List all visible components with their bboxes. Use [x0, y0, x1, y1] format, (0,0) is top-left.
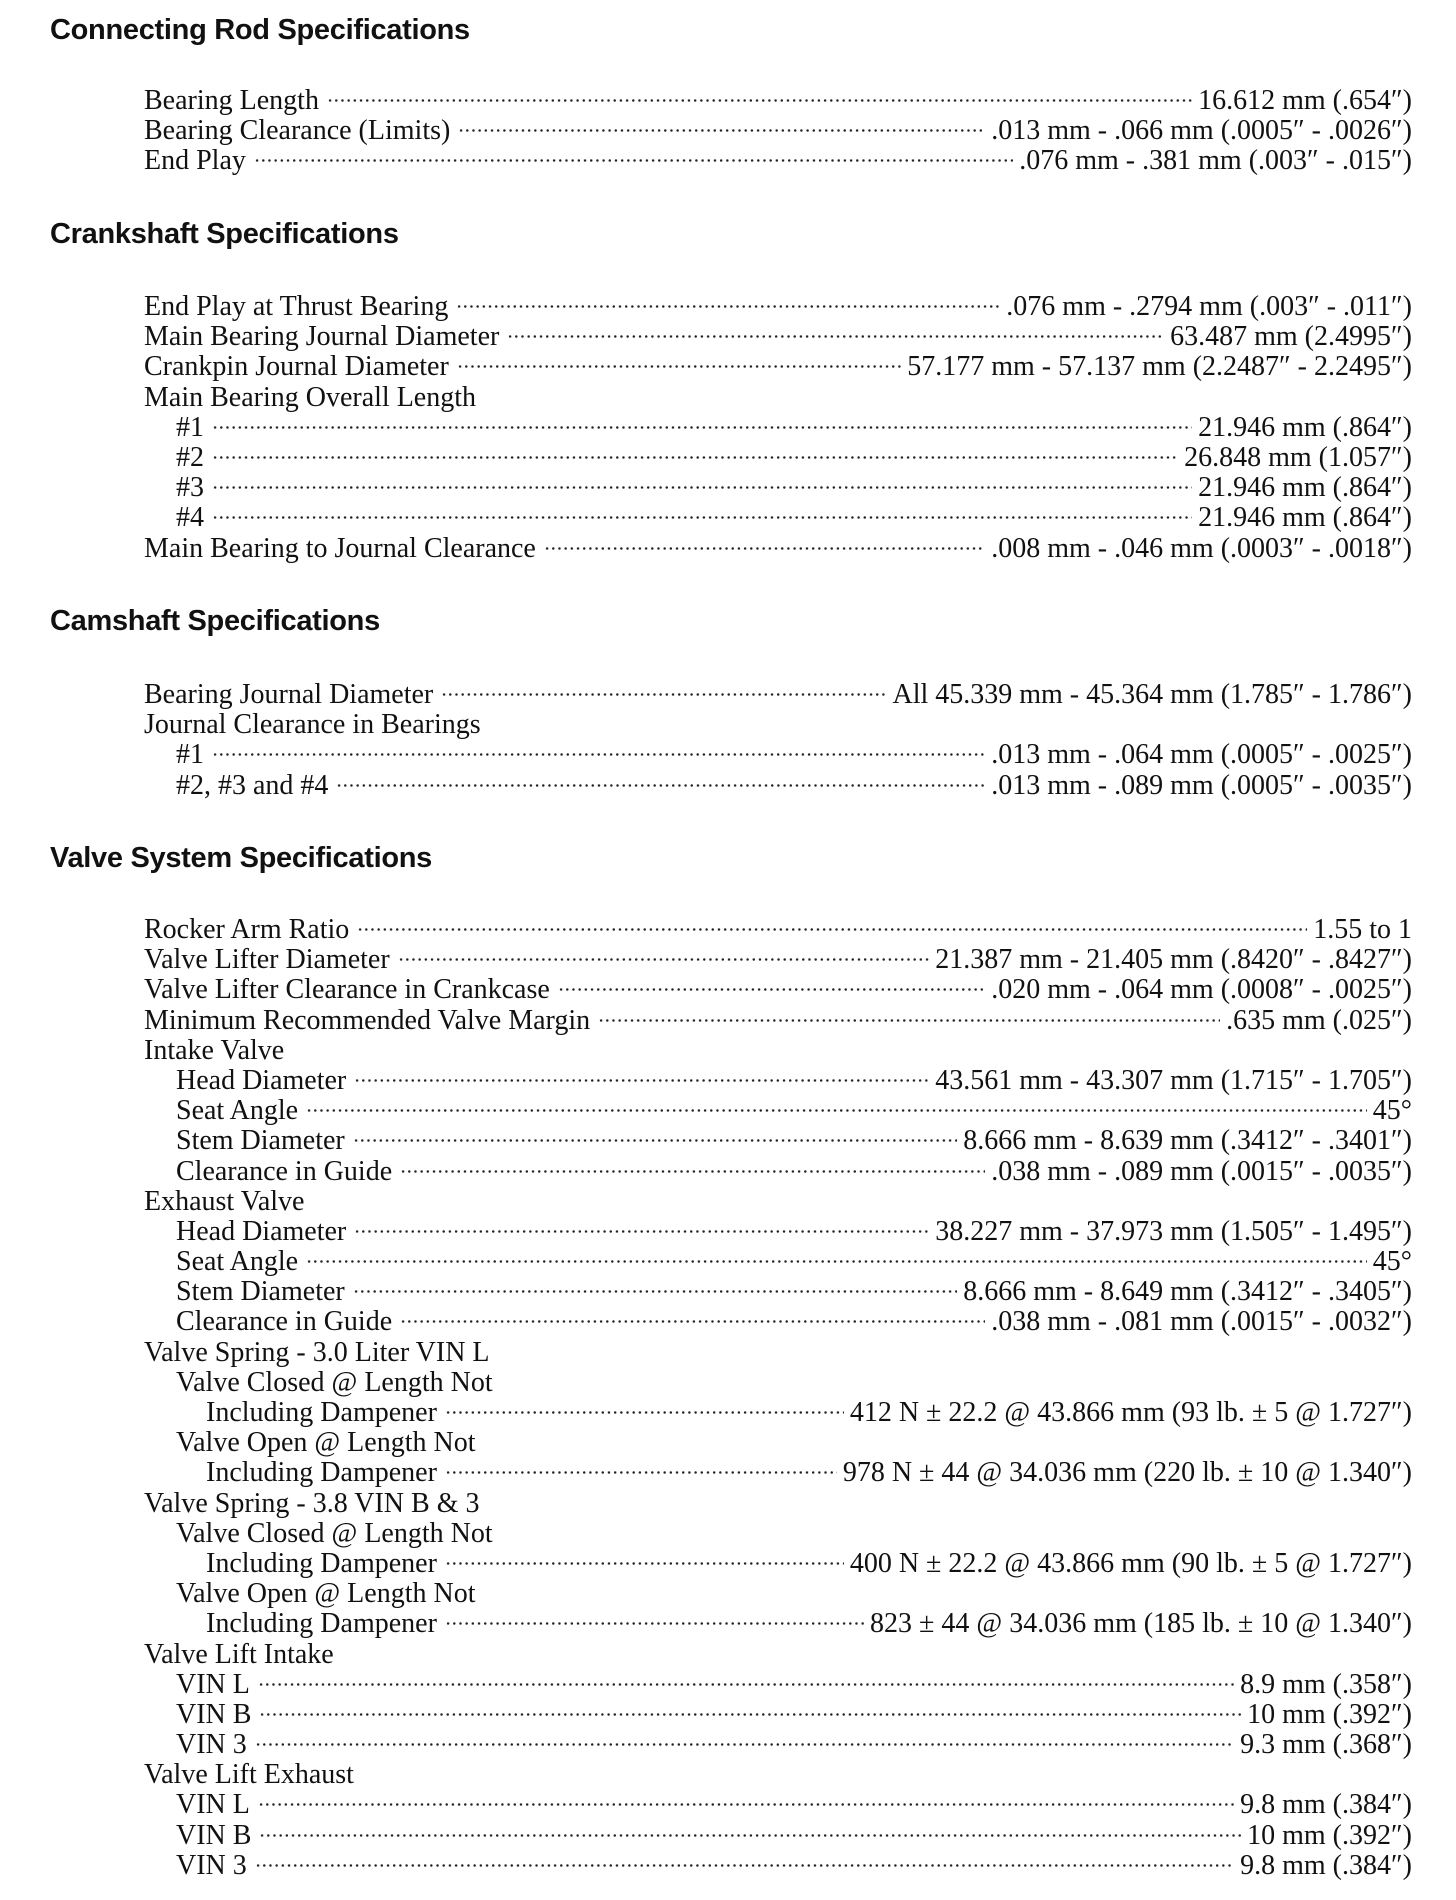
spec-value: 21.946 mm (.864″) [1198, 411, 1412, 443]
spec-list [144, 86, 1412, 177]
spec-value: 9.3 mm (.368″) [1240, 1729, 1412, 1761]
spec-row [144, 680, 1412, 710]
spec-label: Exhaust Valve [144, 1185, 305, 1217]
spec-value: .076 mm - .381 mm (.003″ - .015″) [1019, 145, 1412, 177]
spec-row [144, 86, 1412, 116]
spec-row [144, 146, 1412, 176]
dot-leader [445, 1411, 844, 1414]
spec-value: .635 mm (.025″) [1226, 1004, 1412, 1036]
dot-leader [255, 1864, 1234, 1867]
spec-label: Valve Spring - 3.8 VIN B & 3 [144, 1487, 480, 1519]
spec-value: 412 N ± 22.2 @ 43.866 mm (93 lb. ± 5 @ 1.727″) [849, 1397, 1412, 1428]
spec-row [144, 740, 1412, 770]
spec-label: Clearance in Guide [176, 1306, 393, 1338]
spec-value: 45° [1372, 1246, 1412, 1278]
spec-subheading-row [144, 1368, 1412, 1398]
spec-row [144, 1217, 1412, 1247]
spec-label: VIN L [176, 1789, 250, 1821]
spec-label: VIN B [176, 1819, 252, 1851]
spec-row [144, 771, 1412, 801]
spec-label: End Play at Thrust Bearing [144, 291, 449, 322]
spec-label: Valve Lift Intake [144, 1638, 334, 1670]
spec-subheading-row [144, 1519, 1412, 1549]
spec-label: Rocker Arm Ratio [144, 914, 350, 945]
spec-subheading-row [144, 1760, 1412, 1790]
dot-leader [445, 1622, 864, 1625]
spec-row [144, 1398, 1412, 1428]
dot-leader [327, 99, 1192, 102]
spec-row [144, 1126, 1412, 1156]
spec-label: Including Dampener [206, 1457, 437, 1489]
dot-leader [306, 1109, 1367, 1112]
spec-label: Including Dampener [206, 1547, 437, 1579]
spec-label: Clearance in Guide [176, 1155, 393, 1187]
dot-leader [259, 1834, 1241, 1837]
dot-leader [212, 753, 985, 756]
dot-leader [254, 159, 1013, 162]
spec-label: Including Dampener [206, 1397, 437, 1428]
dot-leader [212, 486, 1192, 489]
spec-row [144, 1066, 1412, 1096]
spec-subheading-row [144, 1338, 1412, 1368]
spec-subheading-row [144, 383, 1412, 413]
section-heading: Crankshaft Specifications [50, 218, 399, 250]
spec-label: Main Bearing Journal Diameter [144, 321, 500, 353]
spec-value: 8.666 mm - 8.649 mm (.3412″ - .3405″) [963, 1276, 1412, 1308]
dot-leader [400, 1320, 985, 1323]
spec-value: 978 N ± 44 @ 34.036 mm (220 lb. ± 10 @ 1.340″) [842, 1457, 1412, 1489]
spec-value: All 45.339 mm - 45.364 mm (1.785″ - 1.786″) [892, 679, 1412, 710]
dot-leader [357, 928, 1307, 931]
spec-label: Valve Lifter Diameter [144, 944, 390, 976]
section-heading: Camshaft Specifications [50, 605, 380, 637]
spec-label: Head Diameter [176, 1064, 347, 1096]
spec-subheading-row [144, 1428, 1412, 1458]
spec-label: Seat Angle [176, 1095, 299, 1127]
spec-label: VIN L [176, 1668, 250, 1700]
spec-row [144, 975, 1412, 1005]
spec-row [144, 1307, 1412, 1337]
dot-leader [457, 365, 901, 368]
spec-subheading-row [144, 1579, 1412, 1609]
spec-value: 21.946 mm (.864″) [1198, 502, 1412, 534]
dot-leader [353, 1139, 958, 1142]
dot-leader [336, 784, 985, 787]
spec-row [144, 503, 1412, 533]
dot-leader [458, 129, 985, 132]
spec-row [144, 322, 1412, 352]
dot-leader [445, 1471, 837, 1474]
spec-label: Crankpin Journal Diameter [144, 351, 449, 383]
spec-row [144, 1277, 1412, 1307]
spec-label: #1 [176, 411, 204, 443]
spec-label: Minimum Recommended Valve Margin [144, 1004, 591, 1036]
spec-row [144, 915, 1412, 945]
spec-row [144, 945, 1412, 975]
spec-value: .013 mm - .064 mm (.0005″ - .0025″) [991, 739, 1412, 771]
spec-row [144, 1006, 1412, 1036]
spec-row [144, 116, 1412, 146]
spec-row [144, 1851, 1412, 1881]
spec-value: 8.9 mm (.358″) [1240, 1668, 1412, 1700]
spec-label: Valve Spring - 3.0 Liter VIN L [144, 1336, 490, 1368]
dot-leader [255, 1743, 1234, 1746]
spec-value: .076 mm - .2794 mm (.003″ - .011″) [1006, 291, 1412, 322]
spec-list [144, 680, 1412, 801]
spec-label: Bearing Clearance (Limits) [144, 115, 451, 147]
spec-row [144, 534, 1412, 564]
dot-leader [558, 988, 985, 991]
spec-label: Valve Lift Exhaust [144, 1759, 354, 1791]
spec-row [144, 352, 1412, 382]
spec-label: VIN B [176, 1698, 252, 1730]
spec-row [144, 1247, 1412, 1277]
dot-leader [212, 426, 1192, 429]
spec-label: Valve Open @ Length Not [176, 1578, 476, 1610]
spec-label: Journal Clearance in Bearings [144, 709, 481, 741]
spec-label: #4 [176, 502, 204, 534]
spec-value: 10 mm (.392″) [1247, 1819, 1412, 1851]
spec-value: .038 mm - .089 mm (.0015″ - .0035″) [991, 1155, 1412, 1187]
spec-row [144, 473, 1412, 503]
spec-label: Intake Valve [144, 1034, 285, 1066]
spec-label: #2 [176, 441, 204, 473]
spec-label: Valve Open @ Length Not [176, 1427, 476, 1459]
spec-subheading-row [144, 1640, 1412, 1670]
spec-row [144, 1790, 1412, 1820]
spec-value: 38.227 mm - 37.973 mm (1.505″ - 1.495″) [935, 1215, 1412, 1247]
dot-leader [544, 547, 985, 550]
dot-leader [445, 1562, 844, 1565]
spec-value: .020 mm - .064 mm (.0008″ - .0025″) [991, 974, 1412, 1006]
spec-value: 43.561 mm - 43.307 mm (1.715″ - 1.705″) [935, 1064, 1412, 1096]
spec-label: Main Bearing to Journal Clearance [144, 532, 536, 564]
spec-value: 21.946 mm (.864″) [1198, 472, 1412, 504]
spec-subheading-row [144, 1036, 1412, 1066]
spec-row [144, 1700, 1412, 1730]
spec-value: .013 mm - .066 mm (.0005″ - .0026″) [991, 115, 1412, 147]
spec-value: 26.848 mm (1.057″) [1184, 441, 1412, 473]
spec-value: 45° [1372, 1095, 1412, 1127]
spec-label: #1 [176, 739, 204, 771]
spec-row [144, 1458, 1412, 1488]
spec-label: Stem Diameter [176, 1276, 345, 1308]
spec-label: VIN 3 [176, 1849, 247, 1881]
dot-leader [212, 516, 1192, 519]
dot-leader [400, 1170, 985, 1173]
spec-value: 1.55 to 1 [1313, 914, 1412, 945]
spec-value: .013 mm - .089 mm (.0005″ - .0035″) [991, 769, 1412, 801]
spec-value: 823 ± 44 @ 34.036 mm (185 lb. ± 10 @ 1.340″) [870, 1608, 1412, 1640]
spec-row [144, 443, 1412, 473]
spec-label: Head Diameter [176, 1215, 347, 1247]
spec-value: 9.8 mm (.384″) [1240, 1849, 1412, 1881]
dot-leader [456, 305, 1000, 308]
spec-value: 9.8 mm (.384″) [1240, 1789, 1412, 1821]
spec-label: Seat Angle [176, 1246, 299, 1278]
spec-value: 21.387 mm - 21.405 mm (.8420″ - .8427″) [935, 944, 1412, 976]
spec-row [144, 413, 1412, 443]
dot-leader [212, 456, 1178, 459]
spec-row [144, 1096, 1412, 1126]
spec-label: Valve Closed @ Length Not [176, 1366, 493, 1398]
section-heading: Connecting Rod Specifications [50, 14, 470, 46]
spec-label: Valve Closed @ Length Not [176, 1517, 493, 1549]
dot-leader [441, 693, 886, 696]
spec-value: 10 mm (.392″) [1247, 1698, 1412, 1730]
spec-value: 400 N ± 22.2 @ 43.866 mm (90 lb. ± 5 @ 1.727″) [849, 1547, 1412, 1579]
spec-value: .008 mm - .046 mm (.0003″ - .0018″) [991, 532, 1412, 564]
spec-row [144, 1609, 1412, 1639]
spec-value: 8.666 mm - 8.639 mm (.3412″ - .3401″) [963, 1125, 1412, 1157]
spec-label: Bearing Length [144, 85, 319, 116]
spec-row [144, 1730, 1412, 1760]
dot-leader [259, 1713, 1241, 1716]
spec-label: Bearing Journal Diameter [144, 679, 434, 710]
dot-leader [306, 1260, 1367, 1263]
spec-label: Including Dampener [206, 1608, 437, 1640]
spec-value: .038 mm - .081 mm (.0015″ - .0032″) [991, 1306, 1412, 1338]
spec-row [144, 1670, 1412, 1700]
dot-leader [258, 1683, 1234, 1686]
spec-label: Stem Diameter [176, 1125, 345, 1157]
spec-row [144, 1157, 1412, 1187]
spec-row [144, 292, 1412, 322]
dot-leader [353, 1290, 958, 1293]
spec-row [144, 1549, 1412, 1579]
dot-leader [598, 1019, 1220, 1022]
spec-label: Valve Lifter Clearance in Crankcase [144, 974, 550, 1006]
dot-leader [354, 1079, 929, 1082]
spec-value: 16.612 mm (.654″) [1198, 85, 1412, 116]
spec-subheading-row [144, 1489, 1412, 1519]
spec-label: #2, #3 and #4 [176, 769, 329, 801]
dot-leader [507, 335, 1164, 338]
spec-list [144, 292, 1412, 564]
spec-subheading-row [144, 710, 1412, 740]
dot-leader [354, 1230, 929, 1233]
spec-label: End Play [144, 145, 246, 177]
spec-row [144, 1821, 1412, 1851]
spec-value: 57.177 mm - 57.137 mm (2.2487″ - 2.2495″) [907, 351, 1412, 383]
spec-subheading-row [144, 1187, 1412, 1217]
spec-label: #3 [176, 472, 204, 504]
spec-label: Main Bearing Overall Length [144, 381, 477, 413]
section-heading: Valve System Specifications [50, 842, 432, 874]
spec-value: 63.487 mm (2.4995″) [1170, 321, 1412, 353]
spec-label: VIN 3 [176, 1729, 247, 1761]
spec-list [144, 915, 1412, 1881]
dot-leader [398, 958, 930, 961]
dot-leader [258, 1803, 1234, 1806]
